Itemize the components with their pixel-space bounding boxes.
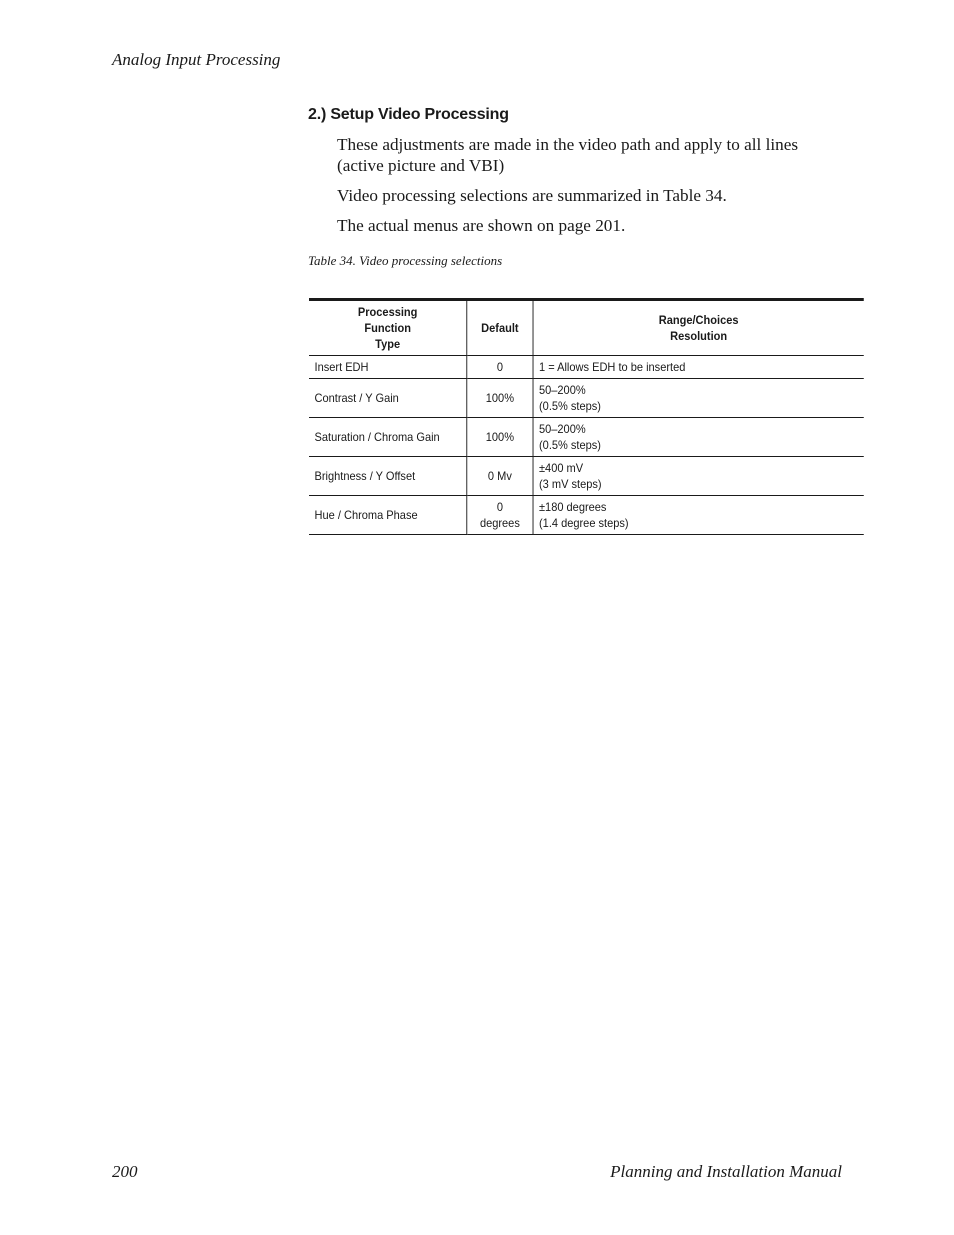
section-heading: 2.) Setup Video Processing [308,106,509,123]
cell-range-line: (1.4 degree steps) [539,516,629,530]
cell-range-line: (0.5% steps) [539,399,601,413]
cell-function: Hue / Chroma Phase [309,496,467,535]
cell-function: Insert EDH [309,356,467,379]
header-range-choices [533,300,864,356]
table-34-link[interactable]: Table 34 [663,186,723,205]
table-caption: Table 34. Video processing selections [308,253,503,268]
table-row [309,356,864,379]
manual-title: Planning and Installation Manual [610,1162,842,1181]
cell-default-line: 100% [485,391,515,405]
header-function-line: Processing [357,305,418,319]
cell-range-line: (3 mV steps) [539,477,602,491]
intro-paragraph: These adjustments are made in the video path and apply to all lines (active picture and VBI) [337,135,799,175]
cell-range-line: (0.5% steps) [539,438,601,452]
menus-text: The actual menus are shown on [337,216,559,235]
table-row [309,418,864,457]
cell-range-line: 50–200% [539,422,586,436]
summary-period: . [722,186,727,205]
cell-range-line: 50–200% [539,383,586,397]
cell-default [467,356,533,379]
header-default: Default [467,300,533,356]
cell-range [533,418,864,457]
table-header-row [309,300,864,356]
cell-default-line: 0 Mv [487,469,512,483]
cell-default-line: 0 [496,500,503,514]
cell-default [467,496,533,535]
header-range-line: Resolution [670,329,728,343]
summary-text: Video processing selections are summarized in [337,186,664,205]
page-201-link[interactable]: page 201 [558,216,621,235]
cell-default-line: degrees [479,516,520,530]
cell-range [533,356,864,379]
menus-paragraph [337,215,849,236]
cell-range [533,379,864,418]
cell-range-line: ±180 degrees [539,500,607,514]
running-header: Analog Input Processing [112,50,281,69]
cell-function: Contrast / Y Gain [309,379,467,418]
header-function-line: Type [375,337,401,351]
video-processing-table [309,298,864,535]
header-range-line: Range/Choices [658,313,739,327]
cell-function: Saturation / Chroma Gain [309,418,467,457]
cell-default [467,418,533,457]
cell-default [467,379,533,418]
cell-default [467,457,533,496]
table-row [309,496,864,535]
cell-range [533,457,864,496]
menus-period: . [621,216,626,235]
header-function-type [309,300,467,356]
table-row [309,379,864,418]
page-number: 200 [112,1162,138,1181]
header-function-line: Function [364,321,411,335]
cell-default-line: 100% [485,430,515,444]
cell-range-line: 1 = Allows EDH to be inserted [539,360,686,374]
cell-default-line: 0 [496,360,503,374]
summary-paragraph [337,185,849,206]
cell-range-line: ±400 mV [539,461,584,475]
cell-range [533,496,864,535]
cell-function: Brightness / Y Offset [309,457,467,496]
table-row [309,457,864,496]
